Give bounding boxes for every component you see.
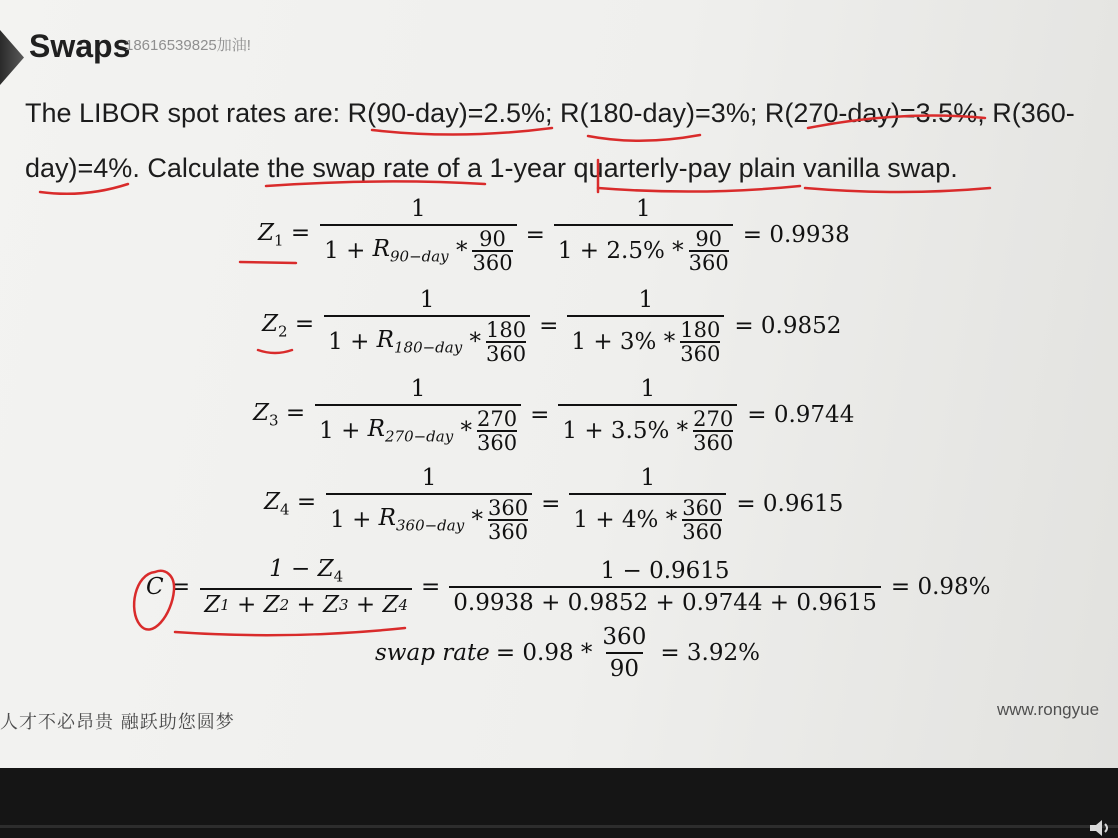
z2-fraction-symbolic: 1 1 + $R_{180-day}$ * $\frac{180}{360}$ (324, 287, 530, 365)
z3-result: = 0.9744 (747, 402, 855, 429)
z1-result: = 0.9938 (742, 222, 850, 249)
c-result: = 0.98% (890, 573, 991, 600)
z4-result: = 0.9615 (736, 491, 844, 518)
z1-lhs: $Z_1$ = (258, 220, 311, 250)
watermark-text: 18616539825加油! (125, 37, 251, 54)
equation-z2: $Z_2$ = 1 1 + $R_{180-day}$ * $\frac{180}{360}$ = 1 1 + 3% * $\frac{180}{360}$ = 0.9852 (262, 287, 842, 367)
z4-fraction-symbolic: 1 1 + $R_{360-day}$ * $\frac{360}{360}$ (326, 465, 532, 543)
z4-fraction-numeric: 1 1 + 4% * $\frac{360}{360}$ (569, 465, 726, 543)
z2-fraction-numeric: 1 1 + 3% * $\frac{180}{360}$ (567, 287, 724, 365)
c-fraction-numeric: $\frac{1 - 0.9615}{0.9938 + 0.9852 + 0.9744 + 0.9615}$ (449, 558, 881, 616)
z4-lhs: $Z_4$ = (264, 489, 317, 519)
z1-fraction-numeric: 1 1 + 2.5% * $\frac{90}{360}$ (554, 196, 733, 274)
z3-fraction-symbolic: 1 1 + $R_{270-day}$ * $\frac{270}{360}$ (315, 376, 521, 454)
underline-c-denominator (175, 628, 405, 635)
underline-r180 (588, 135, 700, 141)
equation-z4: $Z_4$ = 1 1 + $R_{360-day}$ * $\frac{360}{360}$ = 1 1 + 4% * $\frac{360}{360}$ = 0.9615 (264, 465, 844, 545)
c-fraction-symbolic: $1 - Z_4$ Z 1 + Z 2 + Z 3 + Z 4 (200, 556, 412, 618)
c-lhs: C = (146, 573, 191, 600)
title-accent-bar (0, 30, 24, 85)
equation-z1: $Z_1$ = 1 1 + $R_{90-day}$ * $\frac{90}{360}$ = 1 1 + 2.5% * $\frac{90}{360}$ = 0.9938 (258, 196, 850, 276)
z2-result: = 0.9852 (734, 313, 842, 340)
problem-line-1: The LIBOR spot rates are: R(90-day)=2.5%; R(180-day)=3%; R(270-day)=3.5%; R(360- (25, 98, 1075, 128)
swap-rate-label: swap rate (375, 640, 490, 666)
swap-rate-result: = 3.92% (660, 640, 760, 666)
screen-bezel-line (0, 825, 1118, 828)
equation-c: C = $1 - Z_4$ Z 1 + Z 2 + Z 3 + Z 4 = $\frac{1 - 0.9615}{0.9938 + 0.9852 + 0.9744 + 0.9615}$ = 0.98% (146, 556, 991, 618)
z3-fraction-numeric: 1 1 + 3.5% * $\frac{270}{360}$ (558, 376, 737, 454)
equation-z3: $Z_3$ = 1 1 + $R_{270-day}$ * $\frac{270}{360}$ = 1 1 + 3.5% * $\frac{270}{360}$ = 0.9744 (253, 376, 855, 456)
footer-url: www.rongyue (997, 700, 1100, 719)
z1-fraction-symbolic: 1 1 + $R_{90-day}$ * $\frac{90}{360}$ (320, 196, 516, 274)
underline-quarterly (598, 186, 800, 192)
underline-day4 (40, 184, 128, 194)
footer-motto: 人才不必昂贵 融跃助您圆梦 (0, 712, 235, 733)
speaker-icon (1088, 820, 1114, 836)
swap-rate-fraction: $\frac{360}{90}$ (602, 624, 647, 682)
z2-lhs: $Z_2$ = (262, 311, 315, 341)
equation-swap-rate: swap rate = 0.98 * $\frac{360}{90}$ = 3.92% (375, 624, 760, 682)
slide-title: Swaps (29, 28, 131, 64)
z3-lhs: $Z_3$ = (253, 400, 306, 430)
problem-line-2: day)=4%. Calculate the swap rate of a 1-year quarterly-pay plain vanilla swap. (25, 153, 958, 183)
underline-plain-vanilla (805, 188, 990, 192)
